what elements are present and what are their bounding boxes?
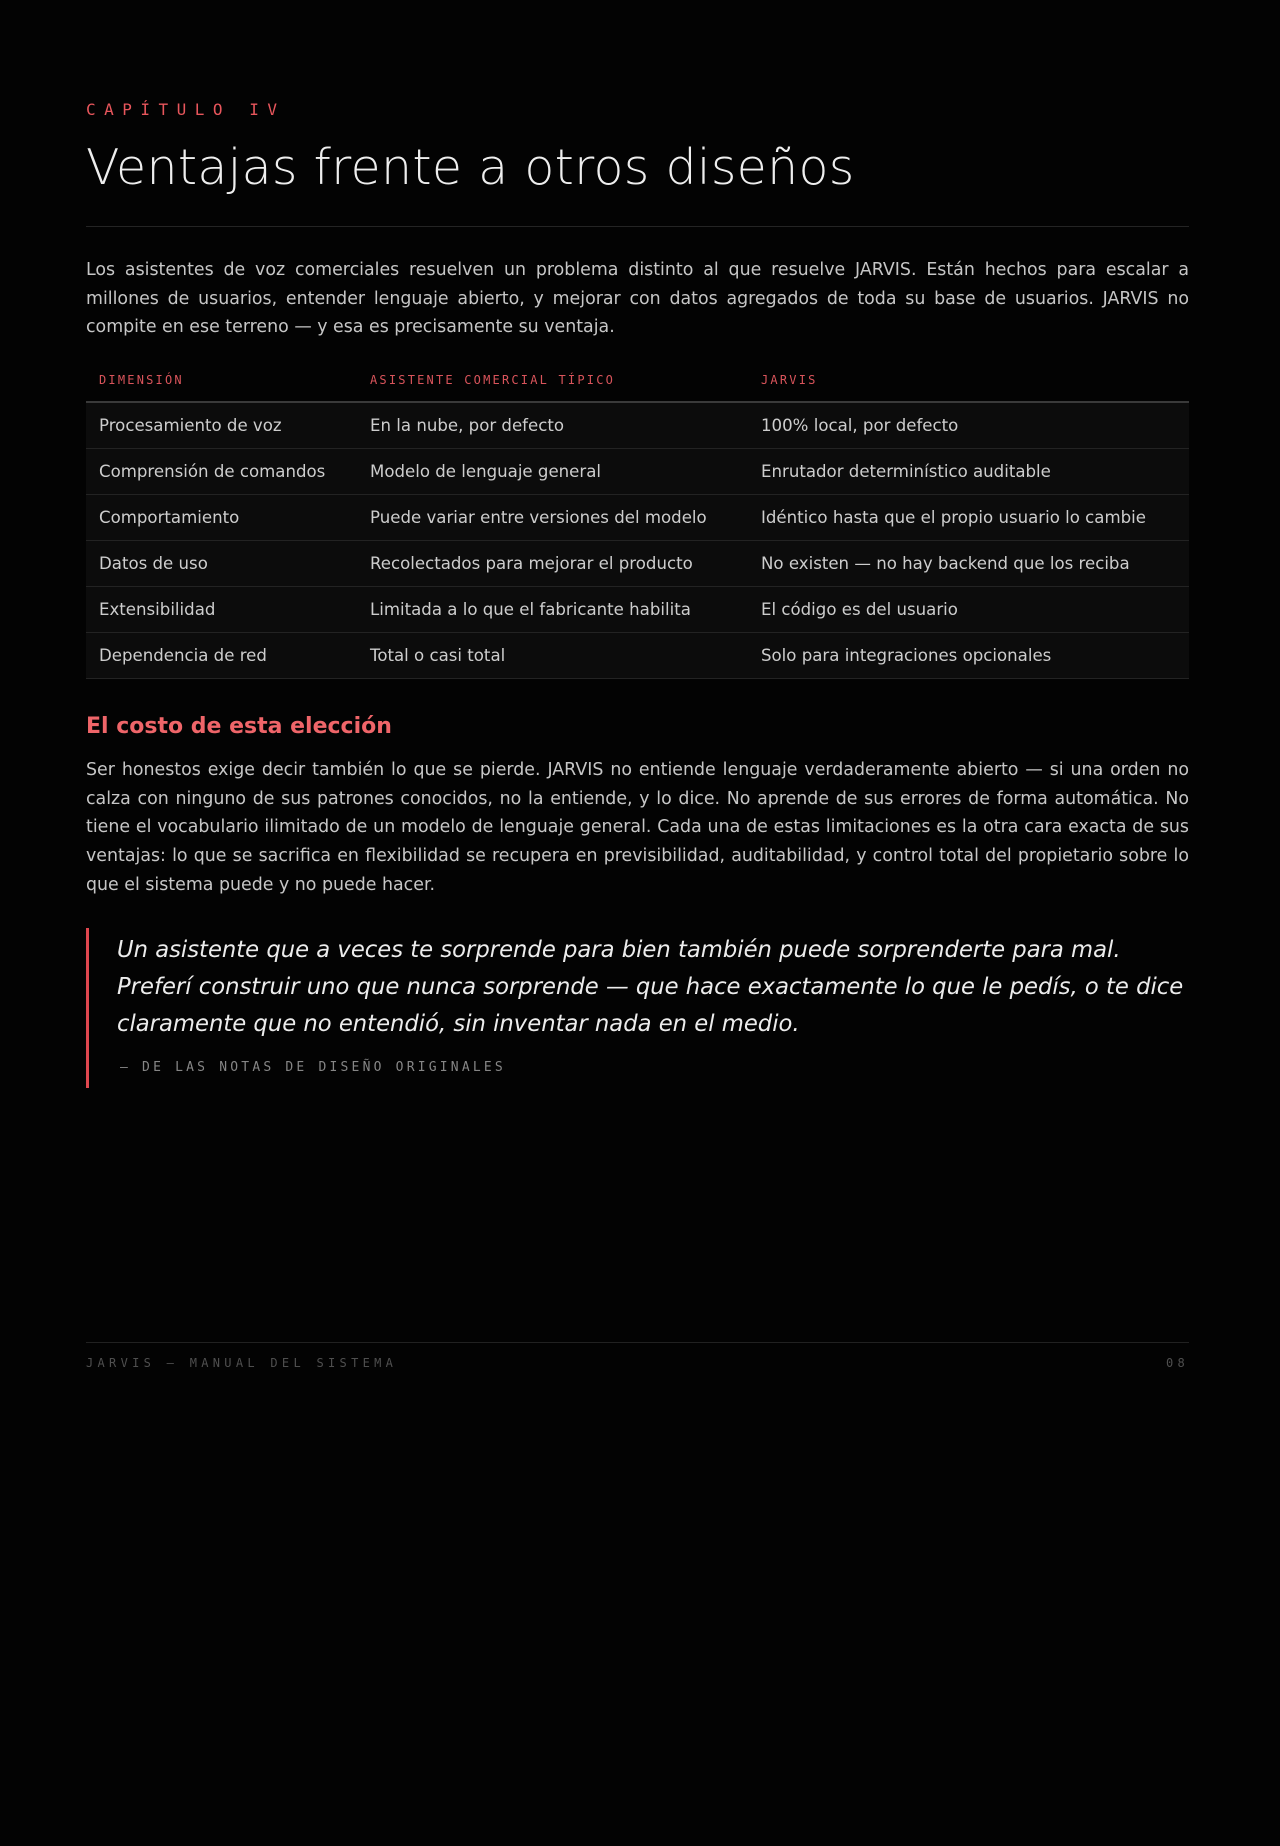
- table-cell-dimension: Dependencia de red: [86, 633, 357, 679]
- quote-attribution: — DE LAS NOTAS DE DISEÑO ORIGINALES: [120, 1060, 506, 1075]
- page-number: 08: [1165, 1356, 1189, 1370]
- table-header-row: [86, 358, 1189, 402]
- table-cell-jarvis: Idéntico hasta que el propio usuario lo cambie: [748, 495, 1189, 541]
- comparison-table: [86, 358, 1189, 679]
- column-header-jarvis: JARVIS: [748, 358, 1189, 402]
- table-cell-commercial: Limitada a lo que el fabricante habilita: [357, 587, 748, 633]
- table-cell-jarvis: El código es del usuario: [748, 587, 1189, 633]
- title-divider: [86, 226, 1189, 227]
- table-row: [86, 495, 1189, 541]
- cost-heading: El costo de esta elección: [86, 714, 392, 739]
- table-cell-commercial: En la nube, por defecto: [357, 402, 748, 449]
- table-cell-jarvis: Solo para integraciones opcionales: [748, 633, 1189, 679]
- table-cell-commercial: Puede variar entre versiones del modelo: [357, 495, 748, 541]
- table-cell-jarvis: No existen — no hay backend que los reciba: [748, 541, 1189, 587]
- footer-divider: [86, 1342, 1189, 1343]
- design-quote: [86, 928, 1189, 1088]
- table-row: [86, 449, 1189, 495]
- table-cell-dimension: Comportamiento: [86, 495, 357, 541]
- table-row: [86, 633, 1189, 679]
- page-title: Ventajas frente a otros diseños: [86, 139, 855, 196]
- table-cell-commercial: Recolectados para mejorar el producto: [357, 541, 748, 587]
- table-cell-dimension: Datos de uso: [86, 541, 357, 587]
- table-cell-commercial: Total o casi total: [357, 633, 748, 679]
- table-cell-commercial: Modelo de lenguaje general: [357, 449, 748, 495]
- cost-paragraph: Ser honestos exige decir también lo que se pierde. JARVIS no entiende lenguaje verdaderamente abierto — si una orden no calza con ninguno de sus patrones conocidos, no la entiende, y lo dice. No aprende de sus errores de forma automática. No tiene el vocabulario ilimitado de un modelo de lenguaje general. Cada una de estas limitaciones es la otra cara exacta de sus ventajas: lo que se sacrifica en flexibilidad se recupera en previsibilidad, auditabilidad, y control total del propietario sobre lo que el sistema puede y no puede hacer.: [86, 760, 1189, 895]
- intro-paragraph: Los asistentes de voz comerciales resuelven un problema distinto al que resuelve JARVIS. Están hechos para escalar a millones de usuarios, entender lenguaje abierto, y mejorar con datos agregados de toda su base de usuarios. JARVIS no compite en ese terreno — y esa es precisamente su ventaja.: [86, 260, 1189, 338]
- table-row: [86, 402, 1189, 449]
- footer-manual-title: JARVIS — MANUAL DEL SISTEMA: [86, 1356, 398, 1370]
- table-row: [86, 541, 1189, 587]
- column-header-dimension: DIMENSIÓN: [86, 358, 357, 402]
- table-cell-dimension: Procesamiento de voz: [86, 402, 357, 449]
- table-cell-dimension: Extensibilidad: [86, 587, 357, 633]
- table-cell-jarvis: 100% local, por defecto: [748, 402, 1189, 449]
- column-header-commercial: ASISTENTE COMERCIAL TÍPICO: [357, 358, 748, 402]
- table-row: [86, 587, 1189, 633]
- chapter-label: CAPÍTULO IV: [86, 100, 286, 119]
- table-cell-dimension: Comprensión de comandos: [86, 449, 357, 495]
- table-cell-jarvis: Enrutador determinístico auditable: [748, 449, 1189, 495]
- quote-text: Un asistente que a veces te sorprende para bien también puede sorprenderte para mal. Preferí construir uno que nunca sorprende — que hace exactamente lo que le pedís, o te dice claramente que no entendió, sin inventar nada en el medio.: [117, 937, 1184, 1037]
